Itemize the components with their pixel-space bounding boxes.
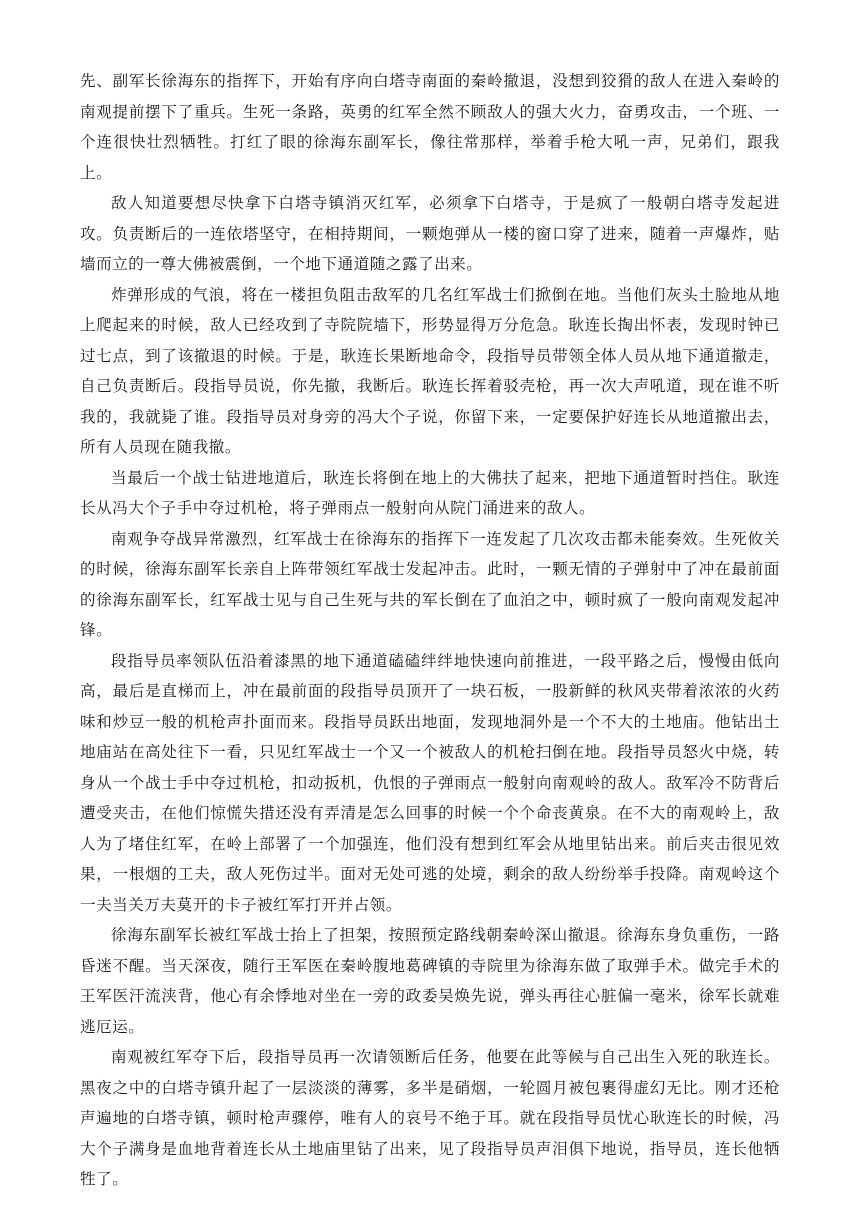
paragraph-1: 先、副军长徐海东的指挥下，开始有序向白塔寺南面的秦岭撤退，没想到狡猾的敌人在进入秦岭的南观提前摆下了重兵。生死一条路，英勇的红军全然不顾敌人的强大火力，奋勇攻击，一个班、一个连很快壮烈牺牲。打红了眼的徐海东副军长，像往常那样，举着手枪大吼一声，兄弟们，跟我上。 xyxy=(80,72,780,182)
paragraph-8: 南观被红军夺下后，段指导员再一次请领断后任务，他要在此等候与自己出生入死的耿连长。黑夜之中的白塔寺镇升起了一层淡淡的薄雾，多半是硝烟，一轮圆月被包裹得虚幻无比。刚才还枪声遍地的白塔寺镇，顿时枪声骤停，唯有人的哀号不绝于耳。就在段指导员忧心耿连长的时候，冯大个子满身是血地背着连长从土地庙里钻了出来，见了段指导员声泪俱下地说，指导员，连长他牺牲了。 xyxy=(80,1048,780,1188)
paragraph-3: 炸弹形成的气浪，将在一楼担负阻击敌军的几名红军战士们掀倒在地。当他们灰头土脸地从地上爬起来的时候，敌人已经攻到了寺院院墙下，形势显得万分危急。耿连长掏出怀表，发现时钟已过七点，到了该撤退的时候。于是，耿连长果断地命令，段指导员带领全体人员从地下通道撤走，自己负责断后。段指导员说，你先撤，我断后。耿连长挥着驳壳枪，再一次大声吼道，现在谁不听我的，我就毙了谁。段指导员对身旁的冯大个子说，你留下来，一定要保护好连长从地道撤出去，所有人员现在随我撤。 xyxy=(80,285,780,456)
paragraph-6: 段指导员率领队伍沿着漆黑的地下通道磕磕绊绊地快速向前推进，一段平路之后，慢慢由低向高，最后是直梯而上，冲在最前面的段指导员顶开了一块石板，一股新鲜的秋风夹带着浓浓的火药味和炒豆一般的机枪声扑面而来。段指导员跃出地面，发现地洞外是一个不大的土地庙。他钻出土地庙站在高处往下一看，只见红军战士一个又一个被敌人的机枪扫倒在地。段指导员怒火中烧，转身从一个战士手中夺过机枪，扣动扳机，仇恨的子弹雨点一般射向南观岭的敌人。敌军冷不防背后遭受夹击，在他们惊慌失措还没有弄清是怎么回事的时候一个个命丧黄泉。在不大的南观岭上，敌人为了堵住红军，在岭上部署了一个加强连，他们没有想到红军会从地里钻出来。前后夹击很见效果，一根烟的工夫，敌人死伤过半。面对无处可逃的处境，剩余的敌人纷纷举手投降。南观岭这个一夫当关万夫莫开的卡子被红军打开并占领。 xyxy=(80,651,780,914)
paragraph-7: 徐海东副军长被红军战士抬上了担架，按照预定路线朝秦岭深山撤退。徐海东身负重伤，一路昏迷不醒。当天深夜，随行王军医在秦岭腹地葛碑镇的寺院里为徐海东做了取弹手术。做完手术的王军医汗流浃背，他心有余悸地对坐在一旁的政委吴焕先说，弹头再往心脏偏一毫米，徐军长就难逃厄运。 xyxy=(80,926,780,1036)
paragraph-2: 敌人知道要想尽快拿下白塔寺镇消灭红军，必须拿下白塔寺，于是疯了一般朝白塔寺发起进攻。负责断后的一连依塔坚守，在相持期间，一颗炮弹从一楼的窗口穿了进来，随着一声爆炸，贴墙而立的一尊大佛被震倒，一个地下通道随之露了出来。 xyxy=(80,194,780,273)
paragraph-4: 当最后一个战士钻进地道后，耿连长将倒在地上的大佛扶了起来，把地下通道暂时挡住。耿连长从冯大个子手中夺过机枪，将子弹雨点一般射向从院门涌进来的敌人。 xyxy=(80,468,780,517)
paragraph-5: 南观争夺战异常激烈，红军战士在徐海东的指挥下一连发起了几次攻击都未能奏效。生死攸关的时候，徐海东副军长亲自上阵带领红军战士发起冲击。此时，一颗无情的子弹射中了冲在最前面的徐海东副军长，红军战士见与自己生死与共的军长倒在了血泊之中，顿时疯了一般向南观发起冲锋。 xyxy=(80,529,780,639)
article-body xyxy=(80,66,780,1195)
